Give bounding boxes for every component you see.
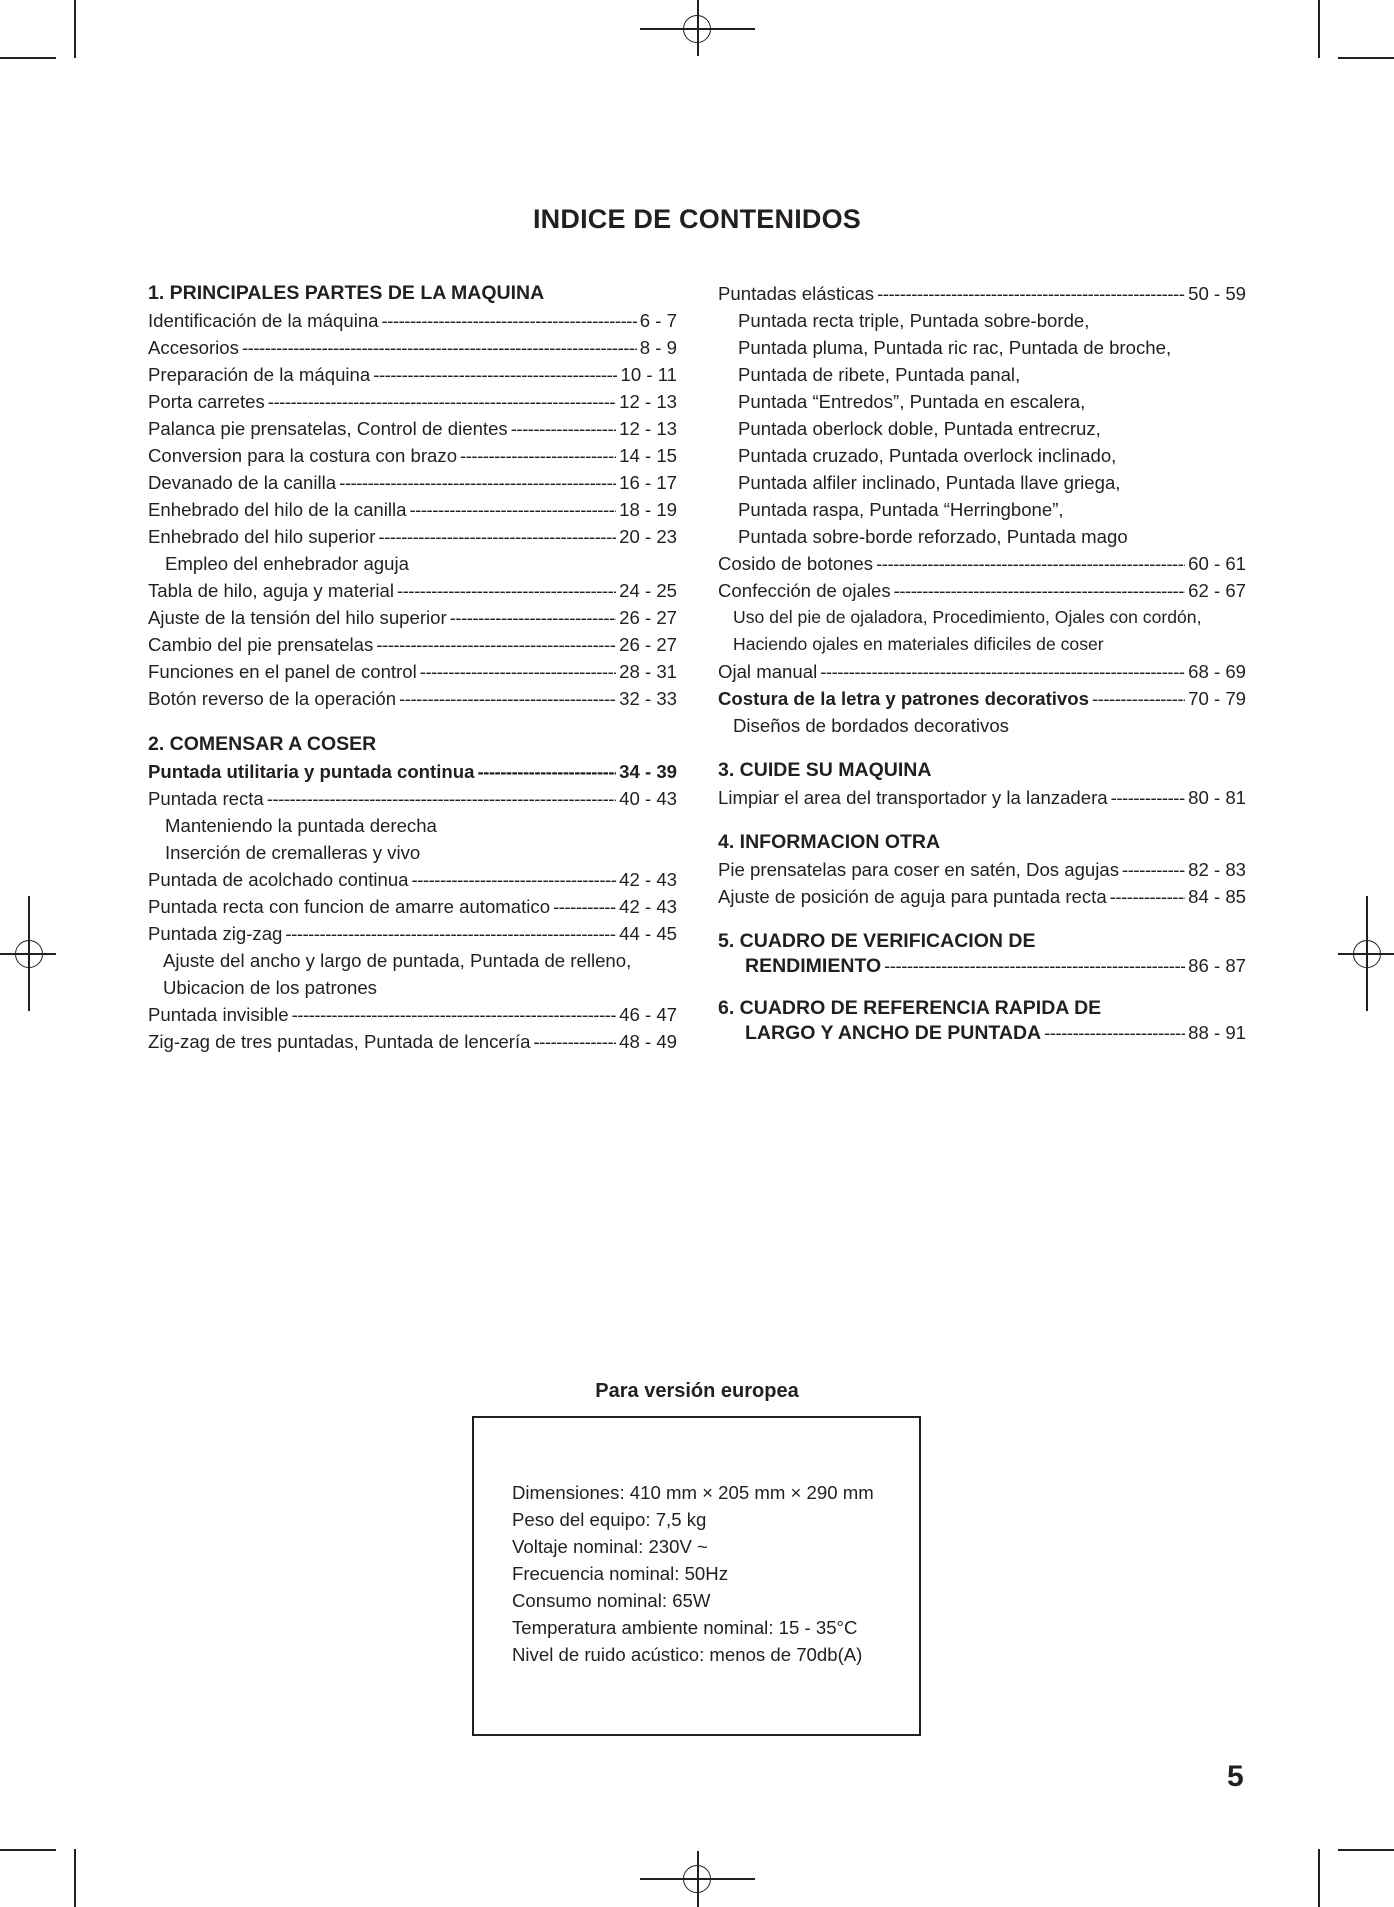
spec-line: Voltaje nominal: 230V ~ xyxy=(512,1536,708,1557)
toc-subitem: Puntada cruzado, Puntada overlock inclinado, xyxy=(738,445,1117,466)
section-heading: 1. PRINCIPALES PARTES DE LA MAQUINA xyxy=(148,282,545,304)
spec-line: Frecuencia nominal: 50Hz xyxy=(512,1563,728,1584)
toc-subitem: Inserción de cremalleras y vivo xyxy=(165,842,421,863)
toc-entry: Botón reverso de la operación ----- 32 - 33 xyxy=(148,685,677,712)
toc-right-column xyxy=(718,280,1246,1044)
spec-line: Consumo nominal: 65W xyxy=(512,1590,711,1611)
toc-entry: Pie prensatelas para coser en satén, Dos agujas ----- 82 - 83 xyxy=(718,856,1246,883)
spec-line: Nivel de ruido acústico: menos de 70db(A) xyxy=(512,1644,863,1665)
toc-entry: Cosido de botones ----- 60 - 61 xyxy=(718,550,1246,577)
section-heading: 6. CUADRO DE REFERENCIA RAPIDA DE xyxy=(718,997,1102,1019)
toc-subitem: Manteniendo la puntada derecha xyxy=(165,815,437,836)
toc-left-column xyxy=(148,280,677,1055)
toc-entry: RENDIMIENTO ----- 86 - 87 xyxy=(718,955,1246,977)
toc-entry: Palanca pie prensatelas, Control de dientes ----- 12 - 13 xyxy=(148,415,677,442)
toc-subitem: Puntada recta triple, Puntada sobre-borde, xyxy=(738,310,1090,331)
page-number: 5 xyxy=(1227,1760,1244,1793)
section-heading: 4. INFORMACION OTRA xyxy=(718,831,941,853)
spec-line: Dimensiones: 410 mm × 205 mm × 290 mm xyxy=(512,1482,874,1503)
section-heading: 5. CUADRO DE VERIFICACION DE xyxy=(718,930,1036,952)
toc-subitem: Ubicacion de los patrones xyxy=(163,977,377,998)
toc-entry: Porta carretes ----- 12 - 13 xyxy=(148,388,677,415)
toc-subitem: Empleo del enhebrador aguja xyxy=(165,553,409,574)
europe-version-title: Para versión europea xyxy=(595,1380,799,1402)
toc-subitem: Puntada oberlock doble, Puntada entrecruz, xyxy=(738,418,1101,439)
toc-entry: Preparación de la máquina ----- 10 - 11 xyxy=(148,361,677,388)
toc-entry: Puntada utilitaria y puntada continua ----- 34 - 39 xyxy=(148,758,677,785)
toc-subitem: Diseños de bordados decorativos xyxy=(733,715,1009,736)
toc-entry: Cambio del pie prensatelas ----- 26 - 27 xyxy=(148,631,677,658)
toc-subitem: Puntada alfiler inclinado, Puntada llave griega, xyxy=(738,472,1121,493)
toc-entry: Confección de ojales ----- 62 - 67 xyxy=(718,577,1246,604)
toc-entry: Tabla de hilo, aguja y material ----- 24 - 25 xyxy=(148,577,677,604)
toc-subitem: Puntada pluma, Puntada ric rac, Puntada de broche, xyxy=(738,337,1172,358)
toc-subitem: Haciendo ojales en materiales dificiles de coser xyxy=(733,634,1104,654)
toc-entry: Identificación de la máquina ----- 6 - 7 xyxy=(148,307,677,334)
toc-entry: Limpiar el area del transportador y la lanzadera ----- 80 - 81 xyxy=(718,784,1246,811)
toc-entry: Ojal manual ----- 68 - 69 xyxy=(718,658,1246,685)
toc-entry: Enhebrado del hilo de la canilla ----- 18 - 19 xyxy=(148,496,677,523)
spec-line: Peso del equipo: 7,5 kg xyxy=(512,1509,707,1530)
toc-entry: Funciones en el panel de control ----- 28 - 31 xyxy=(148,658,677,685)
toc-subitem: Puntada raspa, Puntada “Herringbone”, xyxy=(738,499,1064,520)
europe-specs-box xyxy=(472,1416,921,1736)
toc-entry: Accesorios ----- 8 - 9 xyxy=(148,334,677,361)
toc-entry: Puntadas elásticas ----- 50 - 59 xyxy=(718,280,1246,307)
section-heading: 3. CUIDE SU MAQUINA xyxy=(718,759,932,781)
toc-entry: Puntada de acolchado continua ----- 42 - 43 xyxy=(148,866,677,893)
section-heading: 2. COMENSAR A COSER xyxy=(148,733,377,755)
toc-entry: Ajuste de posición de aguja para puntada recta ----- 84 - 85 xyxy=(718,883,1246,910)
toc-entry: Puntada invisible ----- 46 - 47 xyxy=(148,1001,677,1028)
toc-entry: Ajuste de la tensión del hilo superior ----- 26 - 27 xyxy=(148,604,677,631)
toc-entry: Zig-zag de tres puntadas, Puntada de lencería ----- 48 - 49 xyxy=(148,1028,677,1055)
toc-entry: Costura de la letra y patrones decorativos ----- 70 - 79 xyxy=(718,685,1246,712)
toc-entry: Puntada zig-zag ----- 44 - 45 xyxy=(148,920,677,947)
toc-entry: Enhebrado del hilo superior ----- 20 - 23 xyxy=(148,523,677,550)
toc-subitem: Ajuste del ancho y largo de puntada, Puntada de relleno, xyxy=(163,950,632,971)
toc-entry: LARGO Y ANCHO DE PUNTADA ----- 88 - 91 xyxy=(718,1022,1246,1044)
toc-entry: Conversion para la costura con brazo ----- 14 - 15 xyxy=(148,442,677,469)
page-title: INDICE DE CONTENIDOS xyxy=(532,204,862,234)
toc-subitem: Puntada de ribete, Puntada panal, xyxy=(738,364,1021,385)
toc-entry: Puntada recta con funcion de amarre automatico ----- 42 - 43 xyxy=(148,893,677,920)
toc-entry: Devanado de la canilla ----- 16 - 17 xyxy=(148,469,677,496)
toc-subitem: Puntada “Entredos”, Puntada en escalera, xyxy=(738,391,1086,412)
toc-entry: Puntada recta ----- 40 - 43 xyxy=(148,785,677,812)
toc-subitem: Puntada sobre-borde reforzado, Puntada mago xyxy=(738,526,1128,547)
spec-line: Temperatura ambiente nominal: 15 - 35°C xyxy=(512,1617,858,1638)
toc-subitem: Uso del pie de ojaladora, Procedimiento, Ojales con cordón, xyxy=(733,607,1202,627)
